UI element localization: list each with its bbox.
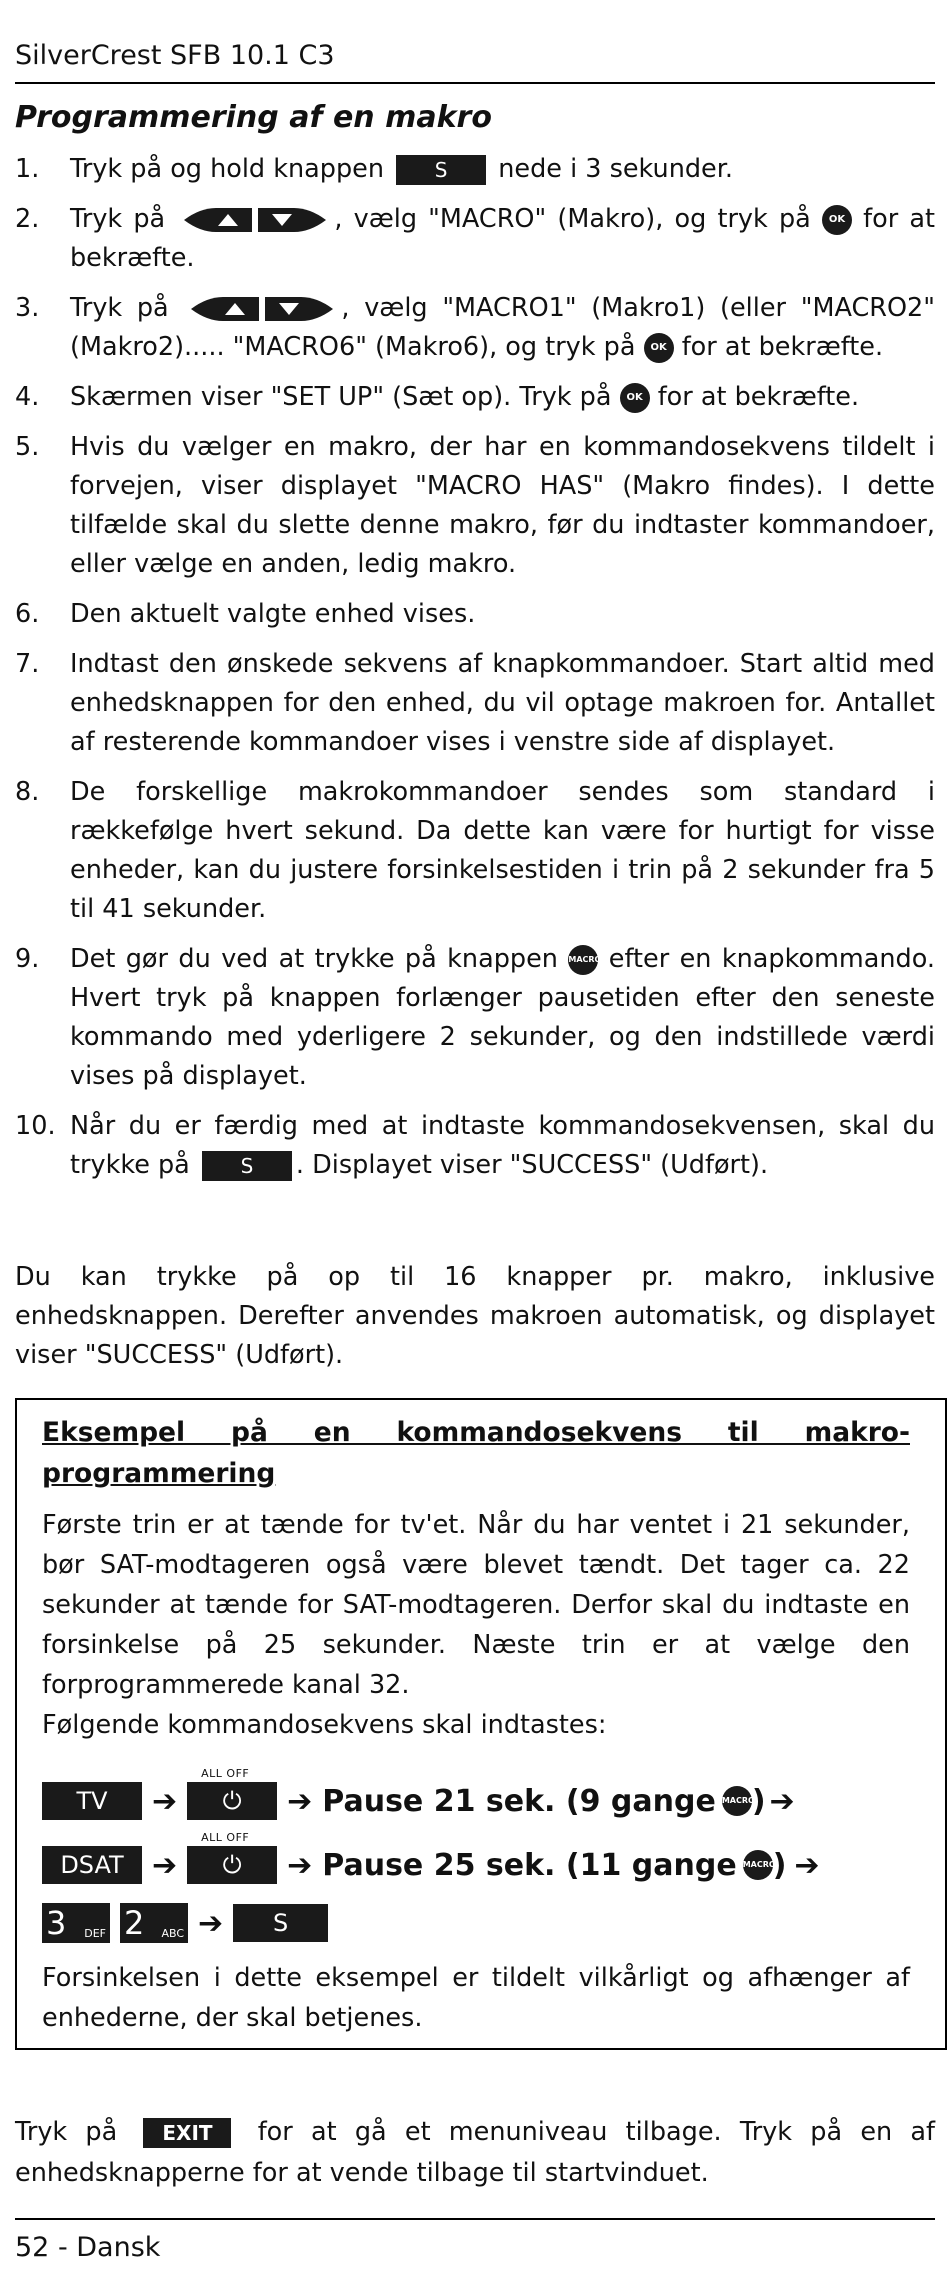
tv-key-icon: TV [42, 1782, 142, 1820]
summary-paragraph: Du kan trykke på op til 16 knapper pr. makro, inklusive enhedsknappen. Derefter anvendes makroen automatisk, og displayet viser "SUCCESS" (Udført). [15, 1262, 935, 1370]
steps-list [15, 150, 935, 1196]
power-icon: ⏻ [187, 1846, 277, 1884]
step-number: 6. [15, 599, 40, 629]
step-text: for at bekræfte. [657, 382, 860, 412]
arrow-icon: ➔ [769, 1783, 795, 1819]
up-down-arrow-keys-icon [187, 293, 337, 325]
step-3 [15, 289, 935, 367]
step-text: for at bekræfte. [70, 204, 935, 273]
pause-text: Pause 21 sek. (9 gange [322, 1783, 716, 1819]
close-paren: ) [751, 1783, 766, 1819]
step-number: 9. [15, 944, 40, 974]
example-body-text: Første trin er at tænde for tv'et. Når du har ventet i 21 sekunder, bør SAT-modtageren også være blevet tændt. Det tager ca. 22 sekunder at tænde for SAT-modtageren. Derfor skal du indtaste en forsinkelse på 25 sekunder. Næste trin er at vælge den forprogrammerede kanal 32. [42, 1510, 910, 1700]
step-text: nede i 3 sekunder. [498, 154, 733, 184]
page-footer: 52 - Dansk [15, 2232, 161, 2263]
macro-button-icon: MACRO [743, 1850, 773, 1880]
step-number: 10. [15, 1111, 56, 1141]
sequence-row-1 [42, 1767, 922, 1826]
power-all-off-key [187, 1767, 277, 1820]
exit-instructions [15, 2112, 935, 2194]
arrow-icon: ➔ [152, 1847, 178, 1883]
step-text: efter en knapkommando. Hvert tryk på knappen forlænger pausetiden efter den seneste kommando med yderligere 2 sekunder, og den indstillede værdi vises på displayet. [70, 944, 935, 1091]
step-4 [15, 378, 935, 417]
step-text: Skærmen viser "SET UP" (Sæt op). Tryk på [70, 382, 612, 412]
step-text: , vælg "MACRO" (Makro), og tryk på [334, 204, 811, 234]
step-1 [15, 150, 935, 189]
step-number: 3. [15, 293, 40, 323]
sequence-row-2 [42, 1831, 922, 1890]
footer-rule [15, 2218, 935, 2220]
arrow-icon: ➔ [794, 1847, 820, 1883]
close-paren: ) [772, 1847, 787, 1883]
page-header: SilverCrest SFB 10.1 C3 [15, 40, 335, 71]
key-3-def-icon [42, 1903, 110, 1943]
step-10 [15, 1107, 935, 1185]
key-digit: 3 [46, 1904, 67, 1942]
exit-text: for at gå et menuniveau tilbage. Tryk på en af enhedsknapperne for at vende tilbage til startvinduet. [15, 2117, 936, 2188]
key-letters: ABC [161, 1927, 184, 1940]
up-down-arrow-keys-icon [180, 204, 330, 236]
step-number: 4. [15, 382, 40, 412]
arrow-icon: ➔ [287, 1783, 313, 1819]
example-footer: Forsinkelsen i dette eksempel er tildelt vilkårligt og afhænger af enhederne, der skal betjenes. [42, 1963, 910, 2033]
s-key-icon: S [233, 1904, 328, 1942]
step-text: , vælg "MACRO1" (Makro1) (eller "MACRO2" (Makro2)..... "MACRO6" (Makro6), og tryk på [70, 293, 935, 362]
key-letters: DEF [84, 1927, 106, 1940]
step-5 [15, 428, 935, 584]
example-body [42, 1505, 910, 1745]
all-off-caption: ALL OFF [201, 1831, 250, 1844]
all-off-caption: ALL OFF [201, 1767, 250, 1780]
step-6 [15, 595, 935, 634]
ok-button-icon: OK [822, 205, 852, 235]
step-text: Tryk på [70, 204, 166, 234]
macro-button-icon: MACRO [722, 1786, 752, 1816]
step-number: 8. [15, 777, 40, 807]
step-7 [15, 645, 935, 762]
arrow-icon: ➔ [198, 1905, 224, 1941]
step-text: for at bekræfte. [681, 332, 884, 362]
step-text: Den aktuelt valgte enhed vises. [70, 599, 476, 629]
macro-button-icon: MACRO [568, 945, 598, 975]
exit-text: Tryk på [15, 2117, 118, 2147]
key-digit: 2 [124, 1904, 145, 1942]
step-text: Tryk på [70, 293, 169, 323]
step-text: Tryk på og hold knappen [70, 154, 385, 184]
arrow-icon: ➔ [152, 1783, 178, 1819]
section-title: Programmering af en makro [15, 100, 492, 135]
step-text: Det gør du ved at trykke på knappen [70, 944, 558, 974]
header-rule [15, 82, 935, 84]
step-text: . Displayet viser "SUCCESS" (Udført). [295, 1150, 769, 1180]
step-text: Indtast den ønskede sekvens af knapkommandoer. Start altid med enhedsknappen for den enhed, du vil optage makroen for. Antallet af resterende kommandoer vises i venstre side af displayet. [70, 649, 935, 757]
ok-button-icon: OK [620, 383, 650, 413]
s-key-icon: S [202, 1151, 292, 1181]
step-number: 2. [15, 204, 40, 234]
step-number: 7. [15, 649, 40, 679]
step-number: 1. [15, 154, 40, 184]
example-title: Eksempel på en kommandosekvens til makro-programmering [42, 1417, 910, 1489]
step-8 [15, 773, 935, 929]
dsat-key-icon: DSAT [42, 1846, 142, 1884]
step-9 [15, 940, 935, 1096]
sequence-row-3 [42, 1898, 922, 1948]
step-text: Hvis du vælger en makro, der har en kommandosekvens tildelt i forvejen, viser displayet "MACRO HAS" (Makro findes). I dette tilfælde skal du slette denne makro, før du indtaster kommandoer, eller vælge en anden, ledig makro. [70, 432, 935, 579]
power-all-off-key [187, 1831, 277, 1884]
exit-key-icon: EXIT [143, 2118, 231, 2148]
step-2 [15, 200, 935, 278]
pause-text: Pause 25 sek. (11 gange [322, 1847, 737, 1883]
step-text: De forskellige makrokommandoer sendes som standard i rækkefølge hvert sekund. Da dette kan være for hurtigt for visse enheder, kan du justere forsinkelsestiden i trin på 2 sekunder fra 5 til 41 sekunder. [70, 777, 935, 924]
step-number: 5. [15, 432, 40, 462]
step-text: Når du er færdig med at indtaste kommandosekvensen, skal du trykke på [70, 1111, 935, 1180]
example-lead: Følgende kommandosekvens skal indtastes: [42, 1710, 607, 1740]
power-icon: ⏻ [187, 1782, 277, 1820]
arrow-icon: ➔ [287, 1847, 313, 1883]
ok-button-icon: OK [644, 333, 674, 363]
key-2-abc-icon [120, 1903, 188, 1943]
s-key-icon: S [396, 155, 486, 185]
